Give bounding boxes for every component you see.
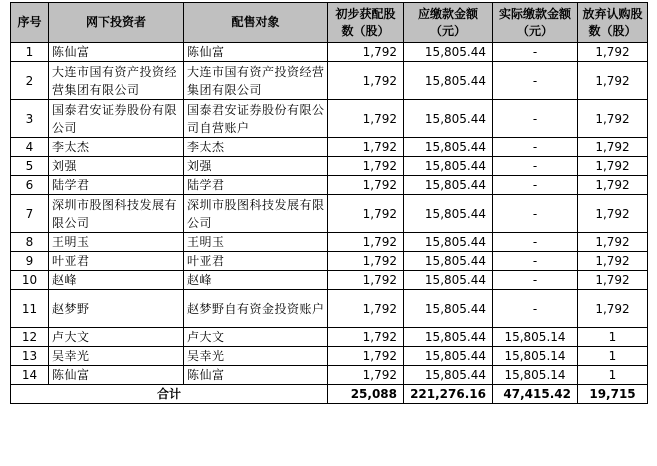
cell-initial-shares: 1,792 [328,233,404,252]
cell-investor: 赵峰 [49,271,184,290]
cell-payable: 15,805.44 [404,233,493,252]
cell-abandon: 1,792 [578,138,648,157]
cell-paid: - [493,100,578,138]
cell-target: 刘强 [184,157,328,176]
cell-target: 国泰君安证券股份有限公司自营账户 [184,100,328,138]
cell-investor: 赵梦野 [49,290,184,328]
cell-paid: - [493,43,578,62]
cell-investor: 陈仙富 [49,366,184,385]
cell-paid: - [493,271,578,290]
cell-initial-shares: 1,792 [328,328,404,347]
table-row [11,366,648,385]
cell-target: 卢大文 [184,328,328,347]
cell-payable: 15,805.44 [404,366,493,385]
cell-paid: - [493,252,578,271]
cell-initial-shares: 1,792 [328,43,404,62]
cell-paid: 15,805.14 [493,328,578,347]
cell-paid: - [493,138,578,157]
header-row [11,3,648,43]
cell-initial-shares: 1,792 [328,290,404,328]
cell-initial-shares: 1,792 [328,138,404,157]
cell-target: 王明玉 [184,233,328,252]
cell-initial-shares: 1,792 [328,157,404,176]
cell-payable: 15,805.44 [404,290,493,328]
cell-payable: 15,805.44 [404,43,493,62]
cell-paid: - [493,195,578,233]
cell-investor: 卢大文 [49,328,184,347]
cell-abandon: 1 [578,328,648,347]
cell-no: 6 [11,176,49,195]
cell-initial-shares: 1,792 [328,100,404,138]
cell-no: 5 [11,157,49,176]
cell-abandon: 1,792 [578,252,648,271]
table-row [11,252,648,271]
header-initial-shares: 初步获配股数（股） [328,3,404,43]
cell-payable: 15,805.44 [404,271,493,290]
cell-no: 13 [11,347,49,366]
cell-payable: 15,805.44 [404,157,493,176]
cell-investor: 李太杰 [49,138,184,157]
total-row [11,385,648,404]
cell-abandon: 1,792 [578,271,648,290]
cell-initial-shares: 1,792 [328,271,404,290]
header-paid: 实际缴款金额（元） [493,3,578,43]
cell-no: 14 [11,366,49,385]
cell-no: 8 [11,233,49,252]
allocation-table [10,2,648,404]
total-paid: 47,415.42 [493,385,578,404]
cell-no: 1 [11,43,49,62]
cell-paid: - [493,157,578,176]
cell-paid: - [493,176,578,195]
cell-no: 12 [11,328,49,347]
table-row [11,138,648,157]
table-row [11,176,648,195]
cell-target: 深圳市股图科技发展有限公司 [184,195,328,233]
cell-target: 叶亚君 [184,252,328,271]
cell-investor: 国泰君安证券股份有限公司 [49,100,184,138]
cell-no: 7 [11,195,49,233]
table-row [11,195,648,233]
table-row [11,328,648,347]
cell-initial-shares: 1,792 [328,176,404,195]
cell-target: 吴幸光 [184,347,328,366]
cell-abandon: 1,792 [578,176,648,195]
table-row [11,100,648,138]
cell-no: 9 [11,252,49,271]
cell-initial-shares: 1,792 [328,195,404,233]
cell-paid: 15,805.14 [493,347,578,366]
total-abandon: 19,715 [578,385,648,404]
cell-no: 4 [11,138,49,157]
cell-paid: 15,805.14 [493,366,578,385]
table-body [11,43,648,385]
table-row [11,271,648,290]
cell-abandon: 1,792 [578,195,648,233]
header-investor: 网下投资者 [49,3,184,43]
cell-target: 李太杰 [184,138,328,157]
cell-payable: 15,805.44 [404,176,493,195]
cell-payable: 15,805.44 [404,252,493,271]
cell-no: 2 [11,62,49,100]
cell-payable: 15,805.44 [404,328,493,347]
cell-initial-shares: 1,792 [328,252,404,271]
table-row [11,62,648,100]
cell-investor: 陈仙富 [49,43,184,62]
cell-abandon: 1 [578,366,648,385]
total-label: 合计 [11,385,328,404]
cell-abandon: 1,792 [578,100,648,138]
table-row [11,347,648,366]
cell-no: 11 [11,290,49,328]
cell-no: 3 [11,100,49,138]
header-target: 配售对象 [184,3,328,43]
cell-investor: 大连市国有资产投资经营集团有限公司 [49,62,184,100]
cell-abandon: 1,792 [578,233,648,252]
total-payable: 221,276.16 [404,385,493,404]
cell-investor: 刘强 [49,157,184,176]
table-row [11,157,648,176]
cell-target: 大连市国有资产投资经营集团有限公司 [184,62,328,100]
cell-investor: 叶亚君 [49,252,184,271]
table-row [11,43,648,62]
cell-investor: 陆学君 [49,176,184,195]
table-row [11,233,648,252]
cell-initial-shares: 1,792 [328,366,404,385]
table-row [11,290,648,328]
cell-abandon: 1,792 [578,62,648,100]
total-shares: 25,088 [328,385,404,404]
cell-target: 陈仙富 [184,366,328,385]
cell-payable: 15,805.44 [404,347,493,366]
cell-abandon: 1 [578,347,648,366]
cell-payable: 15,805.44 [404,100,493,138]
cell-investor: 吴幸光 [49,347,184,366]
cell-paid: - [493,290,578,328]
header-no: 序号 [11,3,49,43]
cell-abandon: 1,792 [578,290,648,328]
cell-paid: - [493,62,578,100]
cell-investor: 王明玉 [49,233,184,252]
cell-initial-shares: 1,792 [328,62,404,100]
cell-abandon: 1,792 [578,157,648,176]
cell-target: 赵梦野自有资金投资账户 [184,290,328,328]
cell-payable: 15,805.44 [404,195,493,233]
cell-target: 赵峰 [184,271,328,290]
cell-target: 陈仙富 [184,43,328,62]
cell-paid: - [493,233,578,252]
cell-abandon: 1,792 [578,43,648,62]
cell-no: 10 [11,271,49,290]
cell-payable: 15,805.44 [404,62,493,100]
cell-investor: 深圳市股图科技发展有限公司 [49,195,184,233]
header-payable: 应缴款金额（元） [404,3,493,43]
cell-payable: 15,805.44 [404,138,493,157]
header-abandon: 放弃认购股数（股） [578,3,648,43]
cell-target: 陆学君 [184,176,328,195]
cell-initial-shares: 1,792 [328,347,404,366]
